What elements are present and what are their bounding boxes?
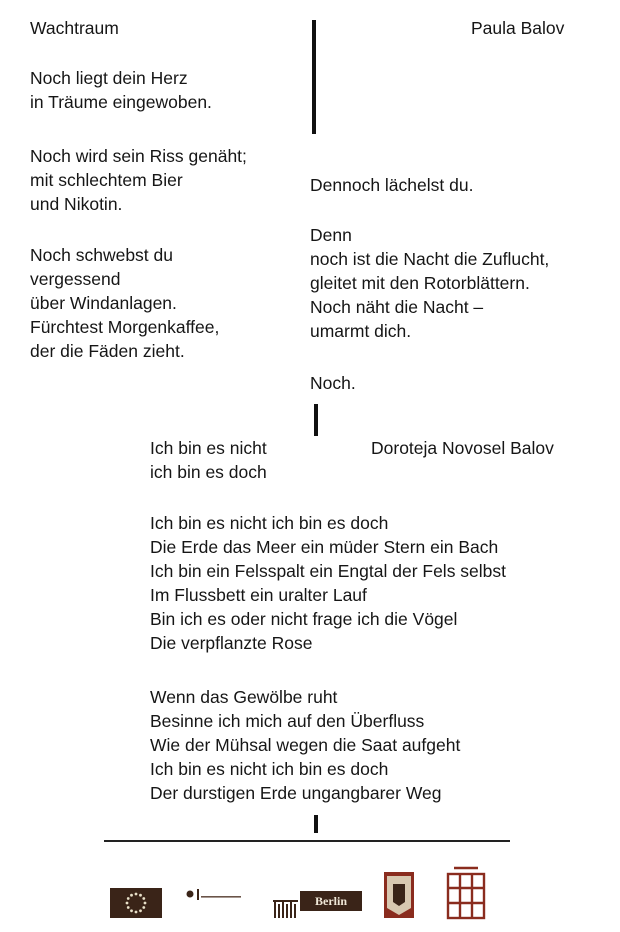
poem1-line: noch ist die Nacht die Zuflucht, <box>310 249 550 269</box>
sponsor-logos <box>108 858 498 922</box>
poem1-line: der die Fäden zieht. <box>30 341 185 361</box>
poem1-left-stanza-2 <box>30 144 247 216</box>
poem2-title-line: ich bin es doch <box>150 462 267 482</box>
poem1-title: Wachtraum <box>30 18 119 38</box>
poem1-line: in Träume eingewoben. <box>30 92 212 112</box>
poem1-line: mit schlechtem Bier <box>30 170 183 190</box>
poem2-line: Besinne ich mich auf den Überfluss <box>150 711 425 731</box>
poem1-line: Noch wird sein Riss genäht; <box>30 146 247 166</box>
poem1-line: Noch näht die Nacht – <box>310 297 484 317</box>
poem1-divider-bar <box>312 20 316 134</box>
poem2-line: Ich bin es nicht ich bin es doch <box>150 513 389 533</box>
poem2-line: Der durstigen Erde ungangbarer Weg <box>150 783 442 803</box>
poem2-line: Ich bin ein Felsspalt ein Engtal der Fels selbst <box>150 561 507 581</box>
eu-flag-icon <box>110 888 162 918</box>
poem1-line: Denn <box>310 225 352 245</box>
poem1-line: Noch liegt dein Herz <box>30 68 188 88</box>
eu-star <box>126 902 129 905</box>
eu-star <box>130 894 133 897</box>
eu-star <box>127 906 130 909</box>
poem2-line: Wenn das Gewölbe ruht <box>150 687 338 707</box>
poem1-line: vergessend <box>30 269 121 289</box>
poem1-right-stanza-3 <box>310 371 356 395</box>
poem2-divider-bar <box>314 404 318 436</box>
berlin-logo <box>273 891 362 918</box>
poem1-left-stanza-3 <box>30 243 219 363</box>
poem1-right-stanza-1 <box>310 173 473 197</box>
lattice-emblem-icon <box>448 868 484 918</box>
poem1-line: gleitet mit den Rotorblättern. <box>310 273 530 293</box>
poem2-line: Die verpflanzte Rose <box>150 633 313 653</box>
poem2-line: Im Flussbett ein uralter Lauf <box>150 585 367 605</box>
poem1-left-stanza-1 <box>30 66 212 114</box>
coat-of-arms-icon <box>384 872 414 918</box>
poem2-line: Ich bin es nicht ich bin es doch <box>150 759 389 779</box>
footer-rule <box>104 840 510 842</box>
berlin-logo-text: Berlin <box>315 894 347 908</box>
eu-star <box>142 897 145 900</box>
poem2-title-line: Ich bin es nicht <box>150 438 267 458</box>
poem2-line: Bin ich es oder nicht frage ich die Vögel <box>150 609 458 629</box>
eu-star <box>130 909 133 912</box>
poem2-line: Wie der Mühsal wegen die Saat aufgeht <box>150 735 461 755</box>
poem1-author: Paula Balov <box>471 18 565 38</box>
poem2-stanza-2 <box>150 685 460 805</box>
poem1-line: Fürchtest Morgenkaffee, <box>30 317 220 337</box>
poem2-stanza-1 <box>150 511 506 655</box>
eu-star <box>135 911 138 914</box>
eu-star <box>127 897 130 900</box>
eu-star <box>142 906 145 909</box>
eu-star <box>135 893 138 896</box>
poem1-line: und Nikotin. <box>30 194 123 214</box>
sponsor-logos-graphic <box>108 858 498 922</box>
poem1-right-stanza-2 <box>310 223 549 343</box>
poem2-author: Doroteja Novosel Balov <box>371 438 554 458</box>
poem2-title <box>150 436 267 484</box>
poem2-end-bar <box>314 815 318 833</box>
poem1-line: Dennoch lächelst du. <box>310 175 474 195</box>
poem1-line: umarmt dich. <box>310 321 412 341</box>
poem1-line: Noch. <box>310 373 356 393</box>
poem1-line: Noch schwebst du <box>30 245 173 265</box>
sponsor-mark-icon <box>187 889 242 900</box>
eu-star <box>139 909 142 912</box>
poem2-line: Die Erde das Meer ein müder Stern ein Bach <box>150 537 499 557</box>
eu-star <box>139 894 142 897</box>
poem1-line: über Windanlagen. <box>30 293 177 313</box>
eu-star <box>144 902 147 905</box>
